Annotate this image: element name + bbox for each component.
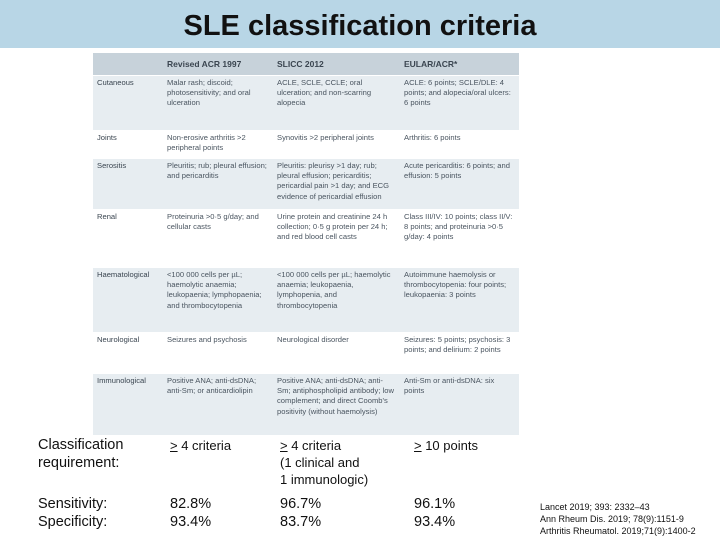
criteria-table-image (93, 53, 519, 435)
requirement-label (38, 436, 123, 472)
cell-acr: Positive ANA; anti-dsDNA; anti-Sm; or anticardiolipin (163, 374, 273, 436)
slicc-specificity: 83.7% (280, 514, 322, 530)
header-slicc: SLICC 2012 (273, 53, 400, 76)
cell-acr: Malar rash; discoid; photosensitivity; and oral ulceration (163, 76, 273, 131)
slicc-requirement (280, 437, 368, 488)
requirement-label-line2: requirement: (38, 455, 120, 471)
cell-eular: Autoimmune haemolysis or thrombocytopenia: four points; leukopaenia: 3 points (400, 268, 519, 333)
table-row (93, 76, 519, 131)
header-acr: Revised ACR 1997 (163, 53, 273, 76)
criteria-table (93, 53, 519, 435)
cell-acr: Non-erosive arthritis >2 peripheral points (163, 131, 273, 159)
cell-slicc: Pleuritis: pleurisy >1 day; rub; pleural effusion; pericarditis; pericardial pain >1 day; and ECG evidence of pericardial effusion (273, 159, 400, 210)
acr-requirement-text: 4 criteria (177, 438, 232, 453)
reference-ann-rheum-dis: Ann Rheum Dis. 2019; 78(9):1151-9 (540, 514, 684, 524)
cell-eular: Seizures: 5 points; psychosis: 3 points; and delirium: 2 points (400, 333, 519, 374)
requirement-label-line1: Classification (38, 437, 124, 453)
references (540, 501, 696, 537)
cell-eular: Acute pericarditis: 6 points; and effusion: 5 points (400, 159, 519, 210)
cell-acr: <100 000 cells per µL; haemolytic anaemia; leukopaenia; lymphopaenia; and thrombocytopenia (163, 268, 273, 333)
cell-acr: Proteinuria >0·5 g/day; and cellular casts (163, 210, 273, 268)
slicc-requirement-line3: 1 immunologic) (280, 472, 369, 487)
cell-eular: Anti-Sm or anti-dsDNA: six points (400, 374, 519, 436)
cell-acr: Seizures and psychosis (163, 333, 273, 374)
row-domain: Renal (93, 210, 163, 268)
cell-eular: Arthritis: 6 points (400, 131, 519, 159)
header-eular: EULAR/ACR* (400, 53, 519, 76)
slicc-performance (280, 495, 321, 531)
performance-label (38, 495, 107, 531)
row-domain: Haematological (93, 268, 163, 333)
cell-slicc: <100 000 cells per µL; haemolytic anaemia; leukopaenia, lymphopenia, and thrombocytopenia (273, 268, 400, 333)
acr-specificity: 93.4% (170, 514, 212, 530)
slicc-requirement-line2: (1 clinical and (280, 455, 360, 470)
cell-slicc: ACLE, SCLE, CCLE; oral ulceration; and non-scarring alopecia (273, 76, 400, 131)
eular-specificity: 93.4% (414, 514, 456, 530)
page-title: SLE classification criteria (183, 10, 537, 42)
cell-slicc: Synovitis >2 peripheral joints (273, 131, 400, 159)
row-domain: Cutaneous (93, 76, 163, 131)
table-row (93, 159, 519, 210)
eular-sensitivity: 96.1% (414, 496, 456, 512)
eular-performance (414, 495, 455, 531)
cell-slicc: Positive ANA; anti-dsDNA; anti-Sm; antiphospholipid antibody; low complement; and direct Coomb's positivity (without haemolysis) (273, 374, 400, 436)
cell-acr: Pleuritis; rub; pleural effusion; and pericarditis (163, 159, 273, 210)
row-domain: Joints (93, 131, 163, 159)
row-domain: Serositis (93, 159, 163, 210)
ge-symbol: > (170, 438, 178, 453)
row-domain: Immunological (93, 374, 163, 436)
header-domain (93, 53, 163, 76)
cell-eular: ACLE: 6 points; SCLE/DLE: 4 points; and alopecia/oral ulcers: 6 points (400, 76, 519, 131)
eular-requirement-text: 10 points (421, 438, 478, 453)
table-row (93, 131, 519, 159)
cell-slicc: Urine protein and creatinine 24 h collection; 0·5 g protein per 24 h; and red blood cell casts (273, 210, 400, 268)
acr-performance (170, 495, 211, 531)
table-row (93, 333, 519, 374)
specificity-label: Specificity: (38, 514, 108, 530)
cell-eular: Class III/IV: 10 points; class II/V: 8 points; and proteinuria >0·5 g/day: 4 points (400, 210, 519, 268)
slicc-requirement-text: 4 criteria (287, 438, 342, 453)
ge-symbol: > (414, 438, 422, 453)
slicc-sensitivity: 96.7% (280, 496, 322, 512)
row-domain: Neurological (93, 333, 163, 374)
acr-requirement (170, 437, 231, 454)
eular-requirement (414, 437, 478, 454)
sensitivity-label: Sensitivity: (38, 496, 108, 512)
table-row (93, 374, 519, 436)
title-bar (0, 0, 720, 48)
table-header-row (93, 53, 519, 76)
reference-lancet: Lancet 2019; 393: 2332–43 (540, 502, 650, 512)
reference-arthritis-rheumatol: Arthritis Rheumatol. 2019;71(9):1400-2 (540, 526, 696, 536)
ge-symbol: > (280, 438, 288, 453)
acr-sensitivity: 82.8% (170, 496, 212, 512)
table-row (93, 268, 519, 333)
table-row (93, 210, 519, 268)
cell-slicc: Neurological disorder (273, 333, 400, 374)
